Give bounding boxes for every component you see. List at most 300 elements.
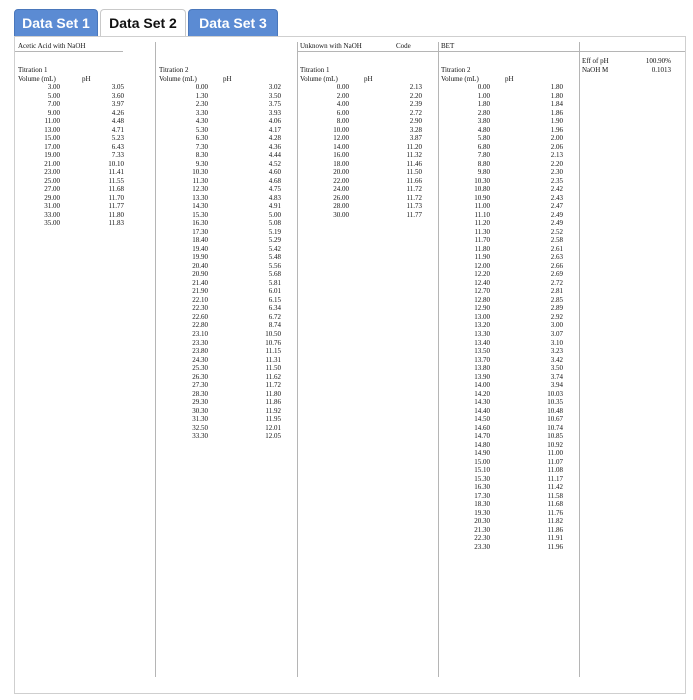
column-divider <box>438 42 439 677</box>
table-cell: 5.68 <box>268 270 281 279</box>
table-cell: 10.85 <box>547 432 563 441</box>
table-cell: 11.68 <box>547 500 563 509</box>
ph-header: pH <box>82 74 91 83</box>
table-cell: 11.00 <box>474 202 490 211</box>
table-cell: 11.31 <box>265 355 281 364</box>
table-cell: 13.30 <box>474 329 490 338</box>
table-cell: 5.42 <box>268 244 281 253</box>
table-cell: 28.00 <box>333 202 349 211</box>
table-cell: 4.17 <box>268 125 281 134</box>
table-cell: 11.46 <box>406 159 422 168</box>
table-cell: 11.70 <box>474 236 490 245</box>
table-cell: 2.00 <box>336 91 349 100</box>
table-cell: 9.00 <box>47 108 60 117</box>
table-cell: 2.30 <box>550 168 563 177</box>
volume-column <box>441 83 490 551</box>
table-cell: 2.81 <box>550 287 563 296</box>
table-cell: 5.23 <box>111 134 124 143</box>
titration-title: Titration 1 <box>300 66 330 74</box>
table-cell: 1.84 <box>550 100 563 109</box>
volume-column <box>18 83 60 228</box>
table-cell: 12.80 <box>474 295 490 304</box>
table-cell: 11.66 <box>406 176 422 185</box>
table-cell: 3.28 <box>409 125 422 134</box>
bet-header: BET <box>441 42 455 50</box>
table-cell: 3.94 <box>550 381 563 390</box>
table-cell: 2.89 <box>550 304 563 313</box>
table-cell: 10.10 <box>108 159 124 168</box>
table-cell: 21.90 <box>192 287 208 296</box>
table-cell: 7.80 <box>477 151 490 160</box>
table-cell: 1.80 <box>550 83 563 92</box>
table-cell: 27.30 <box>192 381 208 390</box>
table-cell: 19.40 <box>192 244 208 253</box>
table-cell: 2.63 <box>550 253 563 262</box>
table-cell: 14.50 <box>474 415 490 424</box>
table-cell: 12.05 <box>265 432 281 441</box>
table-cell: 6.15 <box>268 295 281 304</box>
table-cell: 1.80 <box>550 91 563 100</box>
table-cell: 11.50 <box>265 364 281 373</box>
table-cell: 11.72 <box>406 193 422 202</box>
table-cell: 18.40 <box>192 236 208 245</box>
table-cell: 2.13 <box>550 151 563 160</box>
table-cell: 2.80 <box>477 108 490 117</box>
table-cell: 4.26 <box>111 108 124 117</box>
volume-header: Volume (mL) <box>300 74 338 83</box>
table-cell: 6.72 <box>268 312 281 321</box>
tab-data-set-3[interactable]: Data Set 3 <box>188 9 278 37</box>
table-cell: 3.60 <box>111 91 124 100</box>
table-cell: 2.85 <box>550 295 563 304</box>
table-cell: 2.52 <box>550 227 563 236</box>
table-cell: 13.70 <box>474 355 490 364</box>
table-cell: 11.72 <box>406 185 422 194</box>
table-cell: 5.19 <box>268 227 281 236</box>
table-cell: 5.08 <box>268 219 281 228</box>
eff-label: Eff of pH <box>582 57 609 65</box>
table-cell: 15.30 <box>474 474 490 483</box>
table-cell: 18.30 <box>474 500 490 509</box>
table-cell: 2.90 <box>409 117 422 126</box>
table-cell: 3.87 <box>409 134 422 143</box>
table-cell: 10.30 <box>192 168 208 177</box>
table-cell: 14.20 <box>474 389 490 398</box>
table-cell: 9.80 <box>477 168 490 177</box>
table-cell: 8.74 <box>268 321 281 330</box>
titration-title: Titration 1 <box>18 66 48 74</box>
table-cell: 10.48 <box>547 406 563 415</box>
table-cell: 2.58 <box>550 236 563 245</box>
table-cell: 3.05 <box>111 83 124 92</box>
table-cell: 8.00 <box>336 117 349 126</box>
table-cell: 12.70 <box>474 287 490 296</box>
table-cell: 11.17 <box>547 474 563 483</box>
table-cell: 4.52 <box>268 159 281 168</box>
table-cell: 18.00 <box>333 159 349 168</box>
table-cell: 2.20 <box>550 159 563 168</box>
table-cell: 14.70 <box>474 432 490 441</box>
table-cell: 24.30 <box>192 355 208 364</box>
table-cell: 33.00 <box>44 210 60 219</box>
table-cell: 3.75 <box>268 100 281 109</box>
table-cell: 3.30 <box>195 108 208 117</box>
table-cell: 6.34 <box>268 304 281 313</box>
unknown-titration-2 <box>441 66 569 551</box>
table-cell: 4.83 <box>268 193 281 202</box>
table-cell: 11.80 <box>108 210 124 219</box>
table-cell: 5.30 <box>195 125 208 134</box>
header-underline <box>297 51 685 52</box>
table-cell: 11.73 <box>406 202 422 211</box>
table-cell: 19.90 <box>192 253 208 262</box>
volume-header: Volume (mL) <box>441 74 479 83</box>
table-cell: 2.72 <box>409 108 422 117</box>
table-cell: 11.92 <box>265 406 281 415</box>
table-cell: 12.00 <box>474 261 490 270</box>
table-cell: 14.30 <box>192 202 208 211</box>
table-cell: 11.72 <box>265 381 281 390</box>
table-cell: 23.30 <box>474 542 490 551</box>
table-cell: 11.15 <box>265 347 281 356</box>
column-divider <box>155 42 156 677</box>
titration-title: Titration 2 <box>441 66 471 74</box>
table-cell: 11.86 <box>547 525 563 534</box>
table-cell: 11.70 <box>108 193 124 202</box>
table-cell: 12.30 <box>192 185 208 194</box>
table-cell: 13.00 <box>474 312 490 321</box>
table-cell: 11.76 <box>547 508 563 517</box>
table-cell: 1.86 <box>550 108 563 117</box>
table-cell: 3.97 <box>111 100 124 109</box>
table-cell: 1.30 <box>195 91 208 100</box>
table-cell: 4.68 <box>268 176 281 185</box>
table-cell: 11.96 <box>547 542 563 551</box>
table-cell: 22.10 <box>192 295 208 304</box>
table-cell: 10.92 <box>547 440 563 449</box>
naoh-m-value: 0.1013 <box>651 65 671 74</box>
table-cell: 10.90 <box>474 193 490 202</box>
table-cell: 5.80 <box>477 134 490 143</box>
table-cell: 10.80 <box>474 185 490 194</box>
table-cell: 11.41 <box>108 168 124 177</box>
table-cell: 1.96 <box>550 125 563 134</box>
table-cell: 11.95 <box>265 415 281 424</box>
table-cell: 3.93 <box>268 108 281 117</box>
column-divider <box>579 42 580 677</box>
table-cell: 23.10 <box>192 329 208 338</box>
ph-column <box>68 83 124 228</box>
table-cell: 10.35 <box>547 398 563 407</box>
table-cell: 10.74 <box>547 423 563 432</box>
volume-header: Volume (mL) <box>18 74 56 83</box>
table-cell: 2.39 <box>409 100 422 109</box>
table-cell: 12.40 <box>474 278 490 287</box>
ph-header: pH <box>223 74 232 83</box>
ph-column <box>360 83 422 219</box>
table-cell: 11.77 <box>108 202 124 211</box>
table-cell: 2.69 <box>550 270 563 279</box>
table-cell: 0.00 <box>336 83 349 92</box>
table-cell: 5.00 <box>47 91 60 100</box>
table-cell: 11.77 <box>406 210 422 219</box>
table-cell: 11.91 <box>547 534 563 543</box>
table-cell: 17.30 <box>192 227 208 236</box>
table-cell: 19.00 <box>44 151 60 160</box>
table-cell: 11.80 <box>265 389 281 398</box>
table-cell: 2.13 <box>409 83 422 92</box>
table-cell: 7.30 <box>195 142 208 151</box>
table-cell: 23.30 <box>192 338 208 347</box>
table-cell: 13.50 <box>474 347 490 356</box>
table-cell: 3.00 <box>47 83 60 92</box>
ph-header: pH <box>364 74 373 83</box>
table-cell: 10.30 <box>474 176 490 185</box>
table-cell: 35.00 <box>44 219 60 228</box>
table-cell: 4.36 <box>268 142 281 151</box>
table-cell: 11.86 <box>265 398 281 407</box>
table-cell: 11.82 <box>547 517 563 526</box>
table-cell: 2.92 <box>550 312 563 321</box>
table-cell: 14.40 <box>474 406 490 415</box>
table-cell: 21.00 <box>44 159 60 168</box>
table-cell: 11.80 <box>474 244 490 253</box>
table-cell: 11.32 <box>406 151 422 160</box>
table-cell: 2.61 <box>550 244 563 253</box>
table-cell: 4.30 <box>195 117 208 126</box>
spreadsheet <box>14 36 686 694</box>
table-cell: 12.20 <box>474 270 490 279</box>
table-cell: 11.42 <box>547 483 563 492</box>
table-cell: 11.68 <box>108 185 124 194</box>
table-cell: 11.20 <box>406 142 422 151</box>
table-cell: 2.42 <box>550 185 563 194</box>
table-cell: 3.50 <box>268 91 281 100</box>
table-cell: 23.00 <box>44 168 60 177</box>
table-cell: 5.29 <box>268 236 281 245</box>
table-cell: 3.23 <box>550 347 563 356</box>
eff-value: 100.90% <box>645 57 671 65</box>
table-cell: 8.30 <box>195 151 208 160</box>
table-cell: 2.06 <box>550 142 563 151</box>
table-cell: 14.90 <box>474 449 490 458</box>
table-cell: 7.00 <box>47 100 60 109</box>
table-cell: 16.00 <box>333 151 349 160</box>
table-cell: 3.42 <box>550 355 563 364</box>
table-cell: 31.30 <box>192 415 208 424</box>
table-cell: 14.30 <box>474 398 490 407</box>
table-cell: 11.07 <box>547 457 563 466</box>
table-cell: 4.75 <box>268 185 281 194</box>
table-cell: 1.90 <box>550 117 563 126</box>
volume-column <box>300 83 349 219</box>
table-cell: 3.00 <box>550 321 563 330</box>
table-cell: 12.01 <box>265 423 281 432</box>
table-cell: 2.66 <box>550 261 563 270</box>
table-cell: 4.28 <box>268 134 281 143</box>
table-cell: 19.30 <box>474 508 490 517</box>
table-cell: 13.30 <box>192 193 208 202</box>
table-cell: 17.00 <box>44 142 60 151</box>
table-cell: 2.35 <box>550 176 563 185</box>
table-cell: 8.80 <box>477 159 490 168</box>
table-cell: 16.30 <box>192 219 208 228</box>
table-cell: 3.80 <box>477 117 490 126</box>
table-cell: 4.71 <box>111 125 124 134</box>
code-header: Code <box>396 42 411 50</box>
volume-header: Volume (mL) <box>159 74 197 83</box>
table-cell: 13.20 <box>474 321 490 330</box>
unknown-section-header: Unknown with NaOH <box>300 42 362 50</box>
table-cell: 22.80 <box>192 321 208 330</box>
table-cell: 25.30 <box>192 364 208 373</box>
table-cell: 3.10 <box>550 338 563 347</box>
table-cell: 4.44 <box>268 151 281 160</box>
acid-titration-1 <box>18 66 126 228</box>
table-cell: 13.00 <box>44 125 60 134</box>
table-cell: 10.00 <box>333 125 349 134</box>
table-cell: 20.90 <box>192 270 208 279</box>
table-cell: 11.83 <box>108 219 124 228</box>
table-cell: 5.81 <box>268 278 281 287</box>
table-cell: 15.00 <box>44 134 60 143</box>
table-cell: 20.40 <box>192 261 208 270</box>
table-cell: 9.30 <box>195 159 208 168</box>
table-cell: 3.50 <box>550 364 563 373</box>
table-cell: 28.30 <box>192 389 208 398</box>
table-cell: 6.01 <box>268 287 281 296</box>
table-cell: 17.30 <box>474 491 490 500</box>
table-cell: 5.00 <box>268 210 281 219</box>
table-cell: 22.30 <box>192 304 208 313</box>
table-cell: 4.60 <box>268 168 281 177</box>
table-cell: 0.00 <box>477 83 490 92</box>
table-cell: 5.56 <box>268 261 281 270</box>
table-cell: 14.00 <box>474 381 490 390</box>
table-cell: 20.30 <box>474 517 490 526</box>
table-cell: 11.62 <box>265 372 281 381</box>
table-cell: 1.80 <box>477 100 490 109</box>
table-cell: 11.58 <box>547 491 563 500</box>
table-cell: 11.30 <box>192 176 208 185</box>
table-cell: 7.33 <box>111 151 124 160</box>
ph-column <box>501 83 563 551</box>
table-cell: 14.60 <box>474 423 490 432</box>
tab-data-set-2[interactable]: Data Set 2 <box>100 9 186 37</box>
acid-titration-2 <box>159 66 287 441</box>
table-cell: 15.30 <box>192 210 208 219</box>
table-cell: 20.00 <box>333 168 349 177</box>
table-cell: 11.00 <box>547 449 563 458</box>
header-underline <box>15 51 123 52</box>
eff-labels <box>582 57 609 74</box>
table-cell: 6.30 <box>195 134 208 143</box>
table-cell: 5.48 <box>268 253 281 262</box>
table-cell: 30.30 <box>192 406 208 415</box>
table-cell: 31.00 <box>44 202 60 211</box>
acid-section-header: Acetic Acid with NaOH <box>18 42 86 50</box>
volume-column <box>159 83 208 441</box>
table-cell: 2.00 <box>550 134 563 143</box>
table-cell: 13.40 <box>474 338 490 347</box>
table-cell: 11.00 <box>44 117 60 126</box>
table-cell: 2.72 <box>550 278 563 287</box>
table-cell: 30.00 <box>333 210 349 219</box>
table-cell: 3.74 <box>550 372 563 381</box>
table-cell: 2.49 <box>550 210 563 219</box>
table-cell: 11.08 <box>547 466 563 475</box>
table-cell: 32.50 <box>192 423 208 432</box>
table-cell: 24.00 <box>333 185 349 194</box>
table-cell: 14.00 <box>333 142 349 151</box>
table-cell: 10.03 <box>547 389 563 398</box>
table-cell: 3.07 <box>550 329 563 338</box>
table-cell: 2.49 <box>550 219 563 228</box>
table-cell: 26.00 <box>333 193 349 202</box>
table-cell: 2.20 <box>409 91 422 100</box>
table-cell: 4.91 <box>268 202 281 211</box>
table-cell: 3.02 <box>268 83 281 92</box>
table-cell: 12.90 <box>474 304 490 313</box>
table-cell: 29.00 <box>44 193 60 202</box>
table-cell: 6.00 <box>336 108 349 117</box>
table-cell: 2.47 <box>550 202 563 211</box>
table-cell: 2.30 <box>195 100 208 109</box>
table-cell: 11.55 <box>108 176 124 185</box>
ph-column <box>219 83 281 441</box>
column-divider <box>297 42 298 677</box>
eff-values <box>627 57 671 74</box>
table-cell: 4.06 <box>268 117 281 126</box>
table-cell: 22.30 <box>474 534 490 543</box>
table-cell: 6.43 <box>111 142 124 151</box>
table-cell: 11.90 <box>474 253 490 262</box>
table-cell: 22.60 <box>192 312 208 321</box>
table-cell: 1.00 <box>477 91 490 100</box>
table-cell: 13.90 <box>474 372 490 381</box>
table-cell: 33.30 <box>192 432 208 441</box>
table-cell: 15.10 <box>474 466 490 475</box>
tab-data-set-1[interactable]: Data Set 1 <box>14 9 98 37</box>
table-cell: 27.00 <box>44 185 60 194</box>
table-cell: 21.30 <box>474 525 490 534</box>
unknown-titration-1 <box>300 66 428 219</box>
table-cell: 10.50 <box>265 329 281 338</box>
table-cell: 26.30 <box>192 372 208 381</box>
table-cell: 25.00 <box>44 176 60 185</box>
table-cell: 23.80 <box>192 347 208 356</box>
table-cell: 13.80 <box>474 364 490 373</box>
table-cell: 15.00 <box>474 457 490 466</box>
ph-header: pH <box>505 74 514 83</box>
table-cell: 6.80 <box>477 142 490 151</box>
table-cell: 11.50 <box>406 168 422 177</box>
table-cell: 11.30 <box>474 227 490 236</box>
table-cell: 14.80 <box>474 440 490 449</box>
titration-title: Titration 2 <box>159 66 189 74</box>
table-cell: 10.67 <box>547 415 563 424</box>
table-cell: 0.00 <box>195 83 208 92</box>
table-cell: 21.40 <box>192 278 208 287</box>
table-cell: 22.00 <box>333 176 349 185</box>
table-cell: 4.48 <box>111 117 124 126</box>
table-cell: 11.20 <box>474 219 490 228</box>
table-cell: 29.30 <box>192 398 208 407</box>
naoh-m-label: NaOH M <box>582 65 609 74</box>
table-cell: 16.30 <box>474 483 490 492</box>
table-cell: 2.43 <box>550 193 563 202</box>
table-cell: 4.80 <box>477 125 490 134</box>
